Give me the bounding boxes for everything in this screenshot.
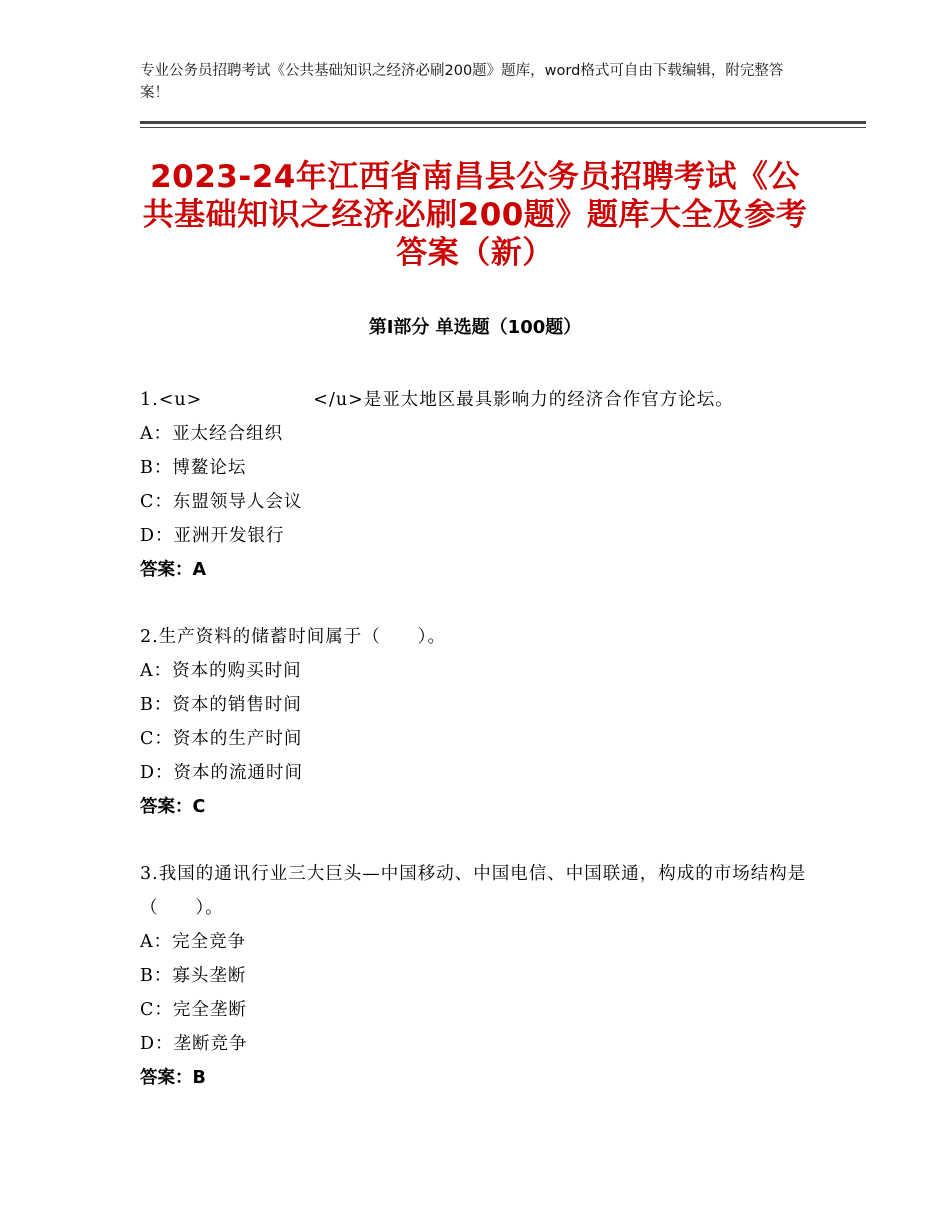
header-rule-thin	[140, 127, 866, 128]
section-title: 第Ⅰ部分 单选题（100题）	[368, 317, 582, 338]
question-list	[140, 383, 810, 1128]
document-title: 2023-24年江西省南昌县公务员招聘考试《公共基础知识之经济必刷200题》题库大全及参考答案（新）	[142, 159, 808, 271]
option-c: C：资本的生产时间	[140, 729, 303, 749]
question-stem: 1.<u> </u>是亚太地区最具影响力的经济合作官方论坛。	[140, 390, 734, 410]
option-d: D：亚洲开发银行	[140, 526, 285, 546]
header-note: 专业公务员招聘考试《公共基础知识之经济必刷200题》题库，word格式可自由下载编辑，附完整答案！	[140, 63, 784, 101]
question-2	[140, 620, 810, 824]
option-a: A：完全竞争	[140, 932, 247, 952]
header-rule-thick	[140, 121, 866, 124]
option-a: A：资本的购买时间	[140, 661, 302, 681]
option-b: B：资本的销售时间	[140, 695, 302, 715]
option-b: B：寡头垄断	[140, 966, 247, 986]
answer: 答案：A	[140, 560, 207, 580]
question-stem: 2.生产资料的储蓄时间属于（ ）。	[140, 627, 446, 647]
answer: 答案：C	[140, 797, 206, 817]
option-d: D：资本的流通时间	[140, 763, 304, 783]
question-3	[140, 857, 810, 1095]
question-stem: 3.我国的通讯行业三大巨头—中国移动、中国电信、中国联通，构成的市场结构是（ ）。	[140, 864, 807, 918]
option-d: D：垄断竞争	[140, 1034, 248, 1054]
question-1	[140, 383, 810, 587]
option-c: C：东盟领导人会议	[140, 492, 303, 512]
answer: 答案：B	[140, 1068, 206, 1088]
option-b: B：博鳌论坛	[140, 458, 247, 478]
option-c: C：完全垄断	[140, 1000, 247, 1020]
option-a: A：亚太经合组织	[140, 424, 284, 444]
